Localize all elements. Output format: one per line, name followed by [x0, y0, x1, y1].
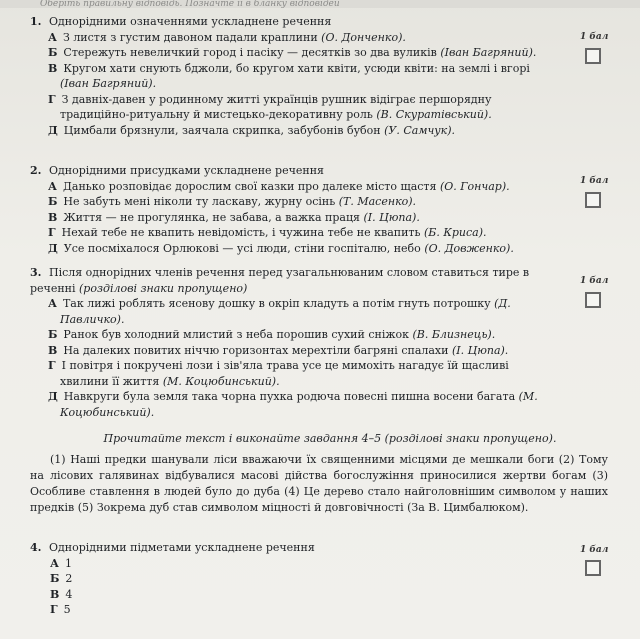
- question-3-option-c[interactable]: В На далеких повитих ніччю горизонтах мерехтіли багряні спалахи (І. Цюпа).: [48, 343, 509, 357]
- question-4: [30, 540, 550, 618]
- question-3-option-d[interactable]: Г І повітря і покручені лози і зів'ялa трава усе це мимохіть нагадує їй щасливі хвилини її життя (М. Коцюбинський).: [48, 359, 509, 388]
- question-3-score: 1 бал: [580, 276, 609, 286]
- question-1-option-d[interactable]: Г З давніх-давен у родинному житті українців рушник відіграє першорядну традиційно-ритуальну й мистецько-декоративну роль (В. Скуратівський).: [48, 92, 492, 121]
- question-4-option-b[interactable]: Б 2: [50, 572, 73, 585]
- question-3: [30, 265, 550, 420]
- question-4-score: 1 бал: [580, 545, 609, 555]
- question-4-answer-box[interactable]: [585, 560, 601, 576]
- question-2-number: 2.: [30, 164, 42, 177]
- question-3-option-b[interactable]: Б Ранок був холодний млистий з неба порошив сухий сніжок (В. Близнець).: [48, 328, 496, 341]
- question-4-prompt: 4. Однорідними підметами ускладнене речення: [30, 541, 315, 554]
- reading-instruction: Прочитайте текст і виконайте завдання 4–5 (розділові знаки пропущено).: [103, 432, 557, 445]
- question-2-option-b[interactable]: Б Не забуть мені ніколи ту ласкаву, журну осінь (Т. Масенко).: [48, 195, 417, 208]
- question-2-option-d[interactable]: Г Нехай тебе не квапить невідомість, і чужина тебе не квапить (Б. Криса).: [48, 226, 487, 239]
- question-2-option-e[interactable]: Д Усе посміхалося Орлюкові — усі люди, стіни госпіталю, небо (О. Довженко).: [48, 241, 514, 255]
- question-1-option-b[interactable]: Б Стережуть невеличкий город і пасіку — десятків зо два вуликів (Іван Багряний).: [48, 46, 537, 59]
- question-1-answer-box[interactable]: [585, 48, 601, 64]
- question-3-option-a[interactable]: А Так лижі роблять ясенову дошку в окріп кладуть а потім гнуть потрошку (Д. Павличко).: [48, 297, 511, 326]
- question-3-number: 3.: [30, 266, 42, 279]
- question-4-option-d[interactable]: Г 5: [50, 603, 71, 616]
- question-4-option-c[interactable]: В 4: [50, 587, 73, 601]
- question-3-prompt: 3. Після однорідних членів речення перед узагальнюваним словом ставиться тире в реченні (розділові знаки пропущено): [30, 266, 530, 295]
- question-2-prompt: 2. Однорідними присудками ускладнене речення: [30, 164, 324, 177]
- question-2: [30, 163, 550, 256]
- question-1-prompt: 1. Однорідними означеннями ускладнене речення: [30, 15, 332, 28]
- question-2-option-c[interactable]: В Життя — не прогулянка, не забава, а важка праця (І. Цюпа).: [48, 210, 420, 224]
- question-2-option-a[interactable]: А Данько розповідає дорослим свої казки про далеке місто щастя (О. Гончар).: [48, 179, 510, 193]
- question-2-answer-box[interactable]: [585, 192, 601, 208]
- question-1-score: 1 бал: [580, 32, 609, 42]
- question-3-option-e[interactable]: Д Навкруги була земля така чорна пухка родюча повесні пишна восени багата (М. Коцюбинський).: [48, 390, 538, 419]
- question-1: [30, 14, 550, 138]
- question-2-score: 1 бал: [580, 176, 609, 186]
- question-3-answer-box[interactable]: [585, 292, 601, 308]
- question-4-option-a[interactable]: А 1: [50, 556, 72, 570]
- question-4-number: 4.: [30, 541, 42, 554]
- question-1-number: 1.: [30, 15, 42, 28]
- header-strip: Оберіть правильну відповідь. Позначте її в бланку відповідей: [0, 0, 640, 8]
- question-1-option-c[interactable]: В Кругом хати снують бджоли, бо кругом хати квіти, усюди квіти: на землі і вгорі (Іван Багряний).: [48, 61, 530, 90]
- question-1-option-e[interactable]: Д Цимбали брязнули, заячала скрипка, забубонів бубон (У. Самчук).: [48, 123, 456, 137]
- question-1-option-a[interactable]: А З листя з густим давоном падали краплини (О. Донченко).: [48, 30, 406, 44]
- reading-passage: (1) Наші предки шанували ліси вважаючи їх священними місцями де мешкали боги (2) Тому на лісових галявинах відбувалися масові дійства богослужіння приносилися жертви богам (3) Особливе ставлення в людей було до дуба (4) Це дерево стало найголовнішим символом у наших предків (5) Зокрема дуб став символом міцності й довговічності (За В. Цимбалюком).: [30, 453, 608, 514]
